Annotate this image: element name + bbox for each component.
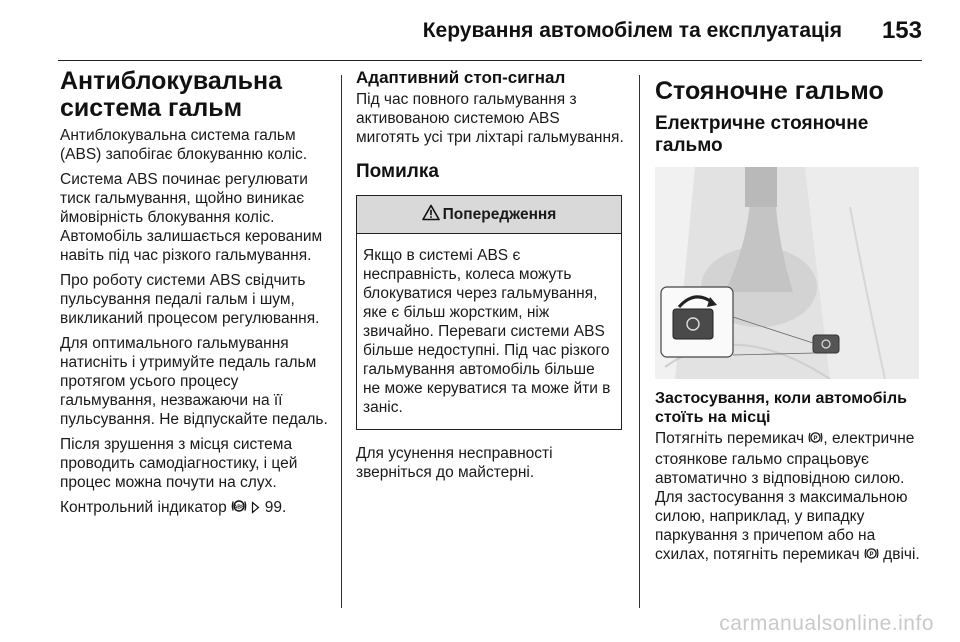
page-number: 153 — [881, 17, 922, 44]
section-heading-abs: Антиблокувальна система гальм — [60, 67, 283, 122]
paragraph: Після зрушення з місця система проводить самодіагностику, і цей процес можна почути на слух. — [60, 436, 298, 491]
svg-text:P: P — [813, 435, 818, 442]
column-divider — [341, 75, 342, 608]
subheading-electric-parking-brake: Електричне стояночне гальмо — [655, 113, 869, 156]
svg-text:ABS: ABS — [233, 504, 245, 511]
indicator-page-ref: 99. — [264, 499, 287, 516]
paragraph: Система ABS починає регулювати тиск гальмування, щойно виникає ймовірність блокування коліс. Автомобіль залишається керованим навіть під час різкого гальмування. — [60, 171, 323, 264]
section-heading-adaptive: Адаптивний стоп-сигнал — [356, 68, 566, 87]
paragraph — [655, 429, 923, 566]
paragraph: Під час повного гальмування з активованою системою ABS миготять усі три ліхтарі гальмування. — [356, 91, 624, 146]
svg-text:P: P — [869, 551, 874, 558]
text-fragment: Потягніть перемикач — [655, 430, 805, 447]
column-adaptive-brake-light — [356, 68, 624, 488]
section-heading-parking-brake: Стояночне гальмо — [655, 77, 884, 105]
parking-brake-switch-icon — [808, 430, 823, 450]
warning-text: Якщо в системі ABS є несправність, колеса можуть блокуватися через гальмування, яке є більш жорстким, ніж звичайно. Переваги системи ABS більше недоступні. Під час різкого гальмування автомобіль більше не може керуватися та може йти в заніс. — [363, 247, 611, 416]
abs-indicator-icon — [231, 498, 247, 519]
warning-header — [357, 196, 621, 234]
parking-brake-illustration — [655, 167, 919, 379]
text-fragment: , електричне стоянкове гальмо спрацьовує автоматично з відповідною силою. Для застосування з максимальною силою, наприклад, у випадку паркування з причепом або на схилах, потягніть перемикач — [655, 430, 915, 563]
reference-arrow-icon — [251, 500, 260, 519]
parking-brake-switch-icon — [864, 546, 879, 566]
column-abs — [60, 68, 328, 525]
paragraph: Про роботу системи ABS свідчить пульсування педалі гальм і шум, викликаний процесом регулювання. — [60, 272, 320, 327]
page-header — [0, 0, 960, 60]
paragraph: Антиблокувальна система гальм (ABS) запобігає блокуванню коліс. — [60, 127, 308, 163]
warning-title: Попередження — [442, 205, 557, 223]
subheading-error: Помилка — [356, 161, 439, 182]
figure-heading: Застосування, коли автомобіль стоїть на місці — [655, 390, 907, 426]
text-fragment: двічі. — [883, 546, 920, 563]
column-parking-brake — [655, 68, 923, 572]
chapter-title: Керування автомобілем та експлуатація — [422, 19, 842, 42]
column-divider — [639, 75, 640, 608]
watermark: carmanualsonline.info — [719, 612, 934, 635]
indicator-text: Контрольний індикатор — [60, 499, 227, 516]
warning-box — [356, 195, 622, 430]
warning-icon — [422, 204, 443, 226]
indicator-paragraph — [60, 498, 328, 519]
header-rule — [58, 60, 922, 61]
paragraph: Для оптимального гальмування натисніть і утримуйте педаль гальм протягом усього процесу гальмування, незважаючи на її пульсування. Не відпускайте педаль. — [60, 335, 328, 428]
paragraph: Для усунення несправності зверніться до майстерні. — [356, 445, 553, 481]
